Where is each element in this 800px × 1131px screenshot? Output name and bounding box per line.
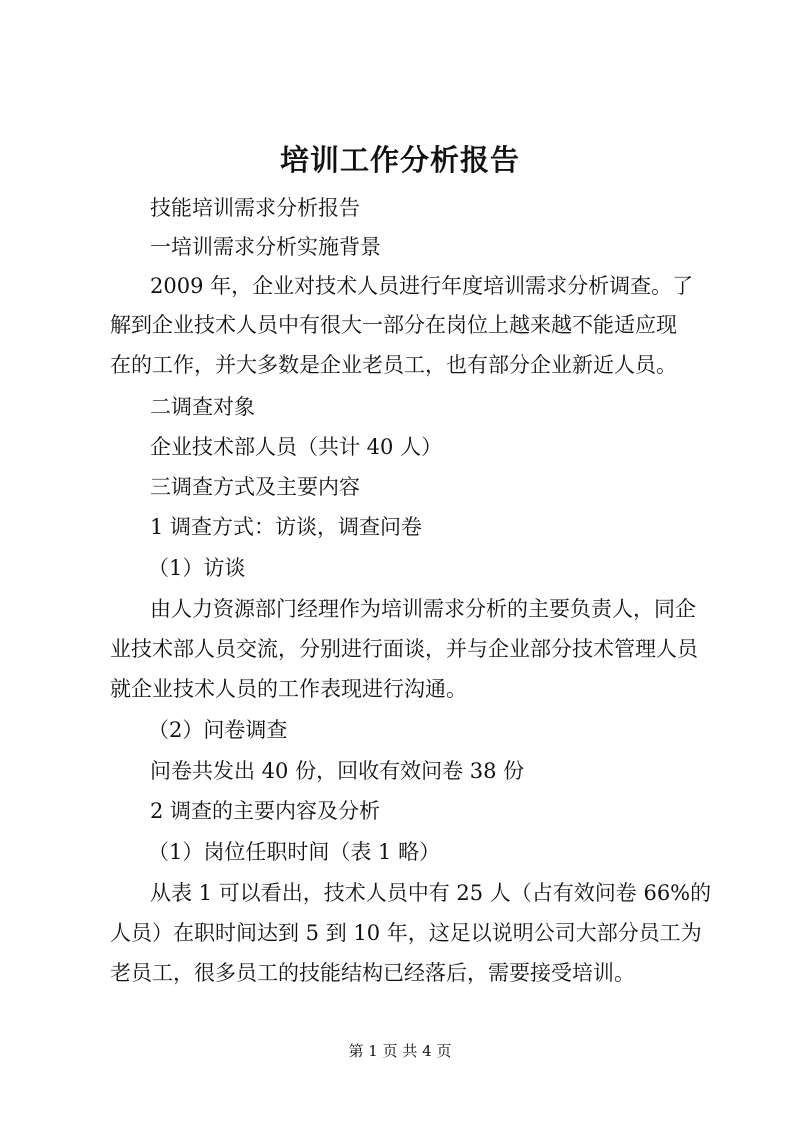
paragraph-line: 1 调查方式：访谈，调查问卷 (150, 515, 423, 539)
document-title: 培训工作分析报告 (279, 143, 520, 177)
paragraph-line: 老员工，很多员工的技能结构已经落后，需要接受培训。 (110, 961, 635, 985)
paragraph-line: 业技术部人员交流，分别进行面谈，并与企业部分技术管理人员 (110, 637, 698, 661)
paragraph-line: 由人力资源部门经理作为培训需求分析的主要负责人，同企 (150, 597, 696, 621)
page-footer: 第 1 页 共 4 页 (348, 1042, 452, 1060)
section-heading: 一培训需求分析实施背景 (150, 235, 381, 259)
paragraph-line: 在的工作，并大多数是企业老员工，也有部分企业新近人员。 (110, 353, 677, 377)
paragraph-line: 技能培训需求分析报告 (150, 196, 360, 220)
subsection-heading: （2）问卷调查 (148, 718, 288, 742)
paragraph-line: 2009 年，企业对技术人员进行年度培训需求分析调查。了 (150, 274, 694, 298)
section-heading: 二调查对象 (150, 395, 255, 419)
paragraph-line: 从表 1 可以看出，技术人员中有 25 人（占有效问卷 66%的 (150, 881, 712, 905)
section-heading: 三调查方式及主要内容 (150, 475, 360, 499)
paragraph-line: 问卷共发出 40 份，回收有效问卷 38 份 (150, 759, 525, 783)
paragraph-line: 人员）在职时间达到 5 到 10 年，这足以说明公司大部分员工为 (110, 921, 702, 945)
paragraph-line: 企业技术部人员（共计 40 人） (150, 435, 443, 459)
subsection-heading: （1）岗位任职时间（表 1 略） (148, 840, 441, 864)
paragraph-line: 就企业技术人员的工作表现进行沟通。 (110, 677, 467, 701)
subsection-heading: （1）访谈 (148, 556, 246, 580)
section-heading: 2 调查的主要内容及分析 (150, 799, 381, 823)
paragraph-line: 解到企业技术人员中有很大一部分在岗位上越来越不能适应现 (110, 313, 677, 337)
